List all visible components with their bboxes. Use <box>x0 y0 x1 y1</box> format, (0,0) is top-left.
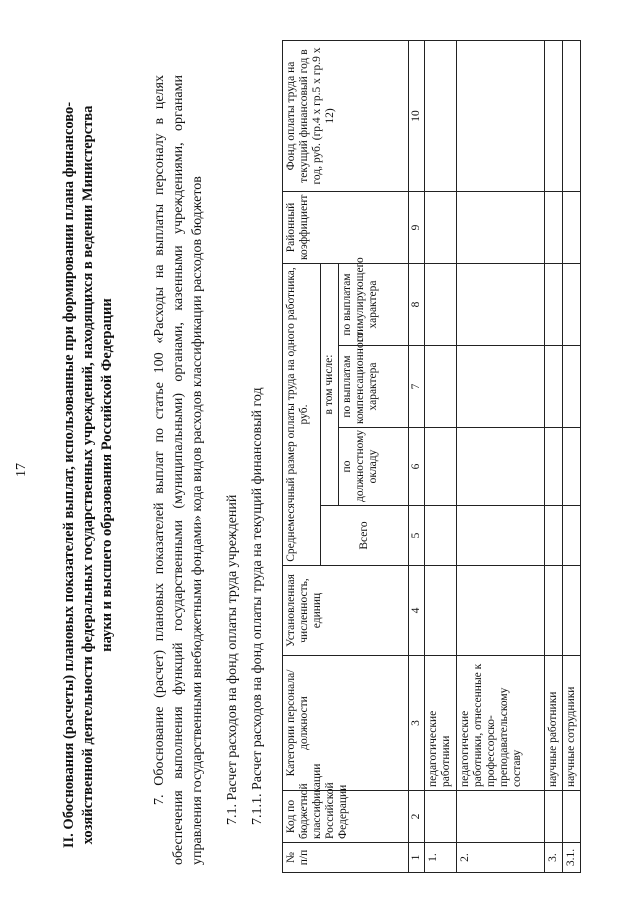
header-payroll-fund: Фонд оплаты труда на текущий финансовый год в год, руб. (гр.4 x гр.5 x гр.9 x 12) <box>283 41 409 192</box>
table-row <box>425 41 457 873</box>
table-row <box>457 41 545 873</box>
header-including: в том числе: <box>321 264 339 506</box>
row-number: 3.1. <box>563 843 581 873</box>
row-number: 3. <box>545 843 563 873</box>
header-avg-salary: Среднемесячный размер оплаты труда на одного работника, руб. <box>283 264 321 566</box>
column-number: 8 <box>409 264 425 346</box>
column-number: 9 <box>409 192 425 264</box>
subsection-7-1: 7.1. Расчет расходов на фонд оплаты труда учреждений <box>225 494 240 825</box>
header-category: Категории персонала/ должности <box>283 656 409 791</box>
paragraph-7: 7. Обоснование (расчет) плановых показателей выплат по статье 100 «Расходы на выплаты персоналу в целях обеспечения выполнения функций государственными (муниципальными) органами, казенными учреждениями, органами управления государственными внебюджетными фондами» кода видов расходов классификации расходов бюджетов <box>152 75 205 865</box>
header-incentive: по выплатам стимулирующего характера <box>339 264 409 346</box>
payroll-table <box>282 40 581 873</box>
header-total: Всего <box>321 506 409 566</box>
row-category: научные сотрудники <box>563 656 581 791</box>
table-row <box>563 41 581 873</box>
row-category: научные работники <box>545 656 563 791</box>
column-number: 3 <box>409 656 425 791</box>
header-num: № п/п <box>283 843 409 873</box>
page-number: 17 <box>14 463 29 477</box>
subsection-7-1-1: 7.1.1. Расчет расходов на фонд оплаты труда на текущий финансовый год <box>250 387 265 825</box>
section-title: II. Обоснования (расчеты) плановых показателей выплат, использованные при формировании плана финансово-хозяйственной деятельности федеральных государственных учреждений, находящихся в ведении Министерства науки и высшего образования Российской Федерации <box>61 101 115 849</box>
row-number: 1. <box>425 843 457 873</box>
column-number: 5 <box>409 506 425 566</box>
table-row <box>545 41 563 873</box>
header-regional-coef: Районный коэффициент <box>283 192 409 264</box>
header-headcount: Установленная численность, единиц <box>283 566 409 656</box>
row-number: 2. <box>457 843 545 873</box>
header-base-salary: по должностному окладу <box>339 428 409 506</box>
header-compensation: по выплатам компенсационного характера <box>339 346 409 428</box>
column-number: 1 <box>409 843 425 873</box>
row-category: педагогические работники <box>425 656 457 791</box>
column-number: 10 <box>409 41 425 192</box>
header-code: Код по бюджетной классификации Российской Федерации <box>283 791 409 843</box>
column-number: 4 <box>409 566 425 656</box>
column-number: 2 <box>409 791 425 843</box>
column-number: 6 <box>409 428 425 506</box>
column-numbers-row <box>409 41 425 873</box>
row-category: педагогические работники, отнесенные к профессорско-преподавательскому составу <box>457 656 545 791</box>
column-number: 7 <box>409 346 425 428</box>
